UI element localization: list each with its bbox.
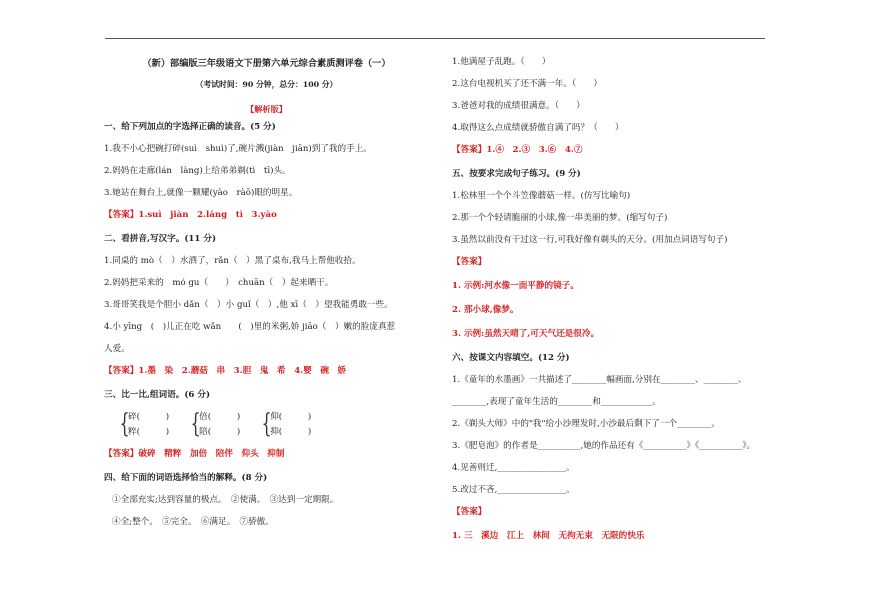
s2-answer: 【答案】1.墨 染 2.蘑菇 串 3.胆 鬼 希 4.婴 碗 娇 bbox=[104, 366, 347, 376]
pair-item bbox=[260, 411, 311, 438]
section-6-heading: 六、按课文内容填空。(12 分) bbox=[452, 353, 570, 363]
pair-item bbox=[189, 411, 240, 438]
version-tag: 【解析版】 bbox=[246, 104, 287, 114]
section-2-heading: 二、看拼音,写汉字。(11 分) bbox=[104, 234, 217, 244]
pair-word-b: 陪( ) bbox=[199, 427, 241, 437]
s4-question-1: 1.他满屋子乱跑。（ ） bbox=[452, 57, 551, 67]
s1-answer: 【答案】1.suì jiàn 2.láng tì 3.yào bbox=[104, 210, 277, 220]
brace-icon: { bbox=[190, 409, 201, 439]
compare-pairs bbox=[104, 411, 429, 438]
s2-question-1: 1.同桌的 mò（ ）水洒了，rǎn（ ）黑了桌布,我马上帮他收拾。 bbox=[104, 256, 361, 266]
s5-answer-label: 【答案】 bbox=[452, 257, 487, 267]
s1-question-2: 2.妈妈在走廊(lán làng)上给弟弟剃(tì tī)头。 bbox=[104, 166, 291, 176]
section-3-heading: 三、比一比,组词语。(6 分) bbox=[104, 390, 211, 400]
pair-word-a: 碎( ) bbox=[128, 412, 170, 422]
pair-word-b: 粹( ) bbox=[128, 427, 170, 437]
exam-title: （新）部编版三年级语文下册第六单元综合素质测评卷（一） bbox=[142, 58, 391, 69]
s5-answer-2: 2. 那小球,像梦。 bbox=[452, 305, 519, 315]
s4-options-2: ④全;整个。 ⑤完全。 ⑥满足。 ⑦骄傲。 bbox=[112, 517, 274, 527]
s5-question-3: 3.虽然以前没有干过这一行,可我好像有剃头的天分。(用加点词语写句子) bbox=[452, 235, 728, 245]
s5-answer-3: 3. 示例:虽然天晴了,可天气还是很冷。 bbox=[452, 329, 600, 339]
s6-question-2: 2.《剃头大师》中的"我"给小沙理发时,小沙最后剩下了一个________。 bbox=[452, 419, 721, 429]
s6-question-3: 3.《肥皂泡》的作者是__________,她的作品还有《__________》《__________》。 bbox=[452, 441, 756, 451]
s4-options-1: ①全部充实;达到容量的极点。 ②使满。 ③达到一定期限。 bbox=[112, 495, 339, 505]
s5-question-2: 2.那一个个轻请脆丽的小球,像一串美丽的梦。(缩写句子) bbox=[452, 213, 668, 223]
pair-word-b: 抑( ) bbox=[270, 427, 312, 437]
s2-question-4-cont: 人爱。 bbox=[104, 344, 130, 354]
section-4-heading: 四、给下面的词语选择恰当的解释。(8 分) bbox=[104, 473, 268, 483]
s4-answer: 【答案】1.④ 2.③ 3.⑥ 4.⑦ bbox=[452, 145, 583, 155]
right-column bbox=[452, 52, 770, 542]
s6-answer-1: 1. 三 溪边 江上 林间 无拘无束 无限的快乐 bbox=[452, 531, 645, 541]
s2-question-2: 2.妈妈把采来的 mó gu（ ） chuān（ ）起来晒干。 bbox=[104, 278, 334, 288]
s6-question-1: 1.《童年的水墨画》一共描述了________幅画面,分别在________、________、 bbox=[452, 375, 747, 385]
s4-question-4: 4.取得这么点成绩就骄傲自满了吗？（ ） bbox=[452, 123, 624, 133]
s1-question-3: 3.她站在舞台上,就像一颗耀(yào ràō)眼的明星。 bbox=[104, 188, 298, 198]
s3-answer: 【答案】破碎 精粹 加倍 陪伴 仰头 抑制 bbox=[104, 449, 285, 459]
section-1-heading: 一、给下列加点的字选择正确的读音。(5 分) bbox=[104, 122, 276, 132]
s1-question-1: 1.我不小心把碗打碎(suì shuì)了,碗片溅(jiàn jiān)到了我的手上。 bbox=[104, 144, 372, 154]
top-rule bbox=[105, 38, 765, 39]
s4-question-2: 2.这台电视机买了还不满一年。（ ） bbox=[452, 79, 602, 89]
s5-question-1: 1.松林里一个个斗笠像蘑菇一样。(仿写比喻句) bbox=[452, 191, 631, 201]
s2-question-4: 4.小 yīng ( )儿正在吃 wǎn ( )里的米粥,娇 jiāo（ ）嫩的脸庞真惹 bbox=[104, 322, 396, 332]
s5-answer-1: 1. 示例:河水像一面平静的镜子。 bbox=[452, 281, 579, 291]
left-column bbox=[104, 52, 429, 528]
brace-icon: { bbox=[261, 409, 272, 439]
s6-question-4: 4.见善则迁,________________。 bbox=[452, 463, 575, 473]
section-5-heading: 五、按要求完成句子练习。(9 分) bbox=[452, 169, 581, 179]
pair-item bbox=[118, 411, 169, 438]
exam-subtitle: （考试时间：90 分钟，总分：100 分） bbox=[195, 80, 338, 89]
s6-answer-label: 【答案】 bbox=[452, 507, 487, 517]
s6-question-5: 5.改过不吝,________________。 bbox=[452, 485, 575, 495]
s6-question-1-cont: ________,表现了童年生活的________和____________。 bbox=[452, 397, 661, 407]
pair-word-a: 仰( ) bbox=[270, 412, 312, 422]
pair-word-a: 倍( ) bbox=[199, 412, 241, 422]
brace-icon: { bbox=[119, 409, 130, 439]
s4-question-3: 3.爸爸对我的成绩很满意。（ ） bbox=[452, 101, 585, 111]
s2-question-3: 3.哥哥笑我是个胆小 dǎn（ ）小 guǐ（ ）,他 xī（ ）望我能勇敢一些。 bbox=[104, 300, 393, 310]
